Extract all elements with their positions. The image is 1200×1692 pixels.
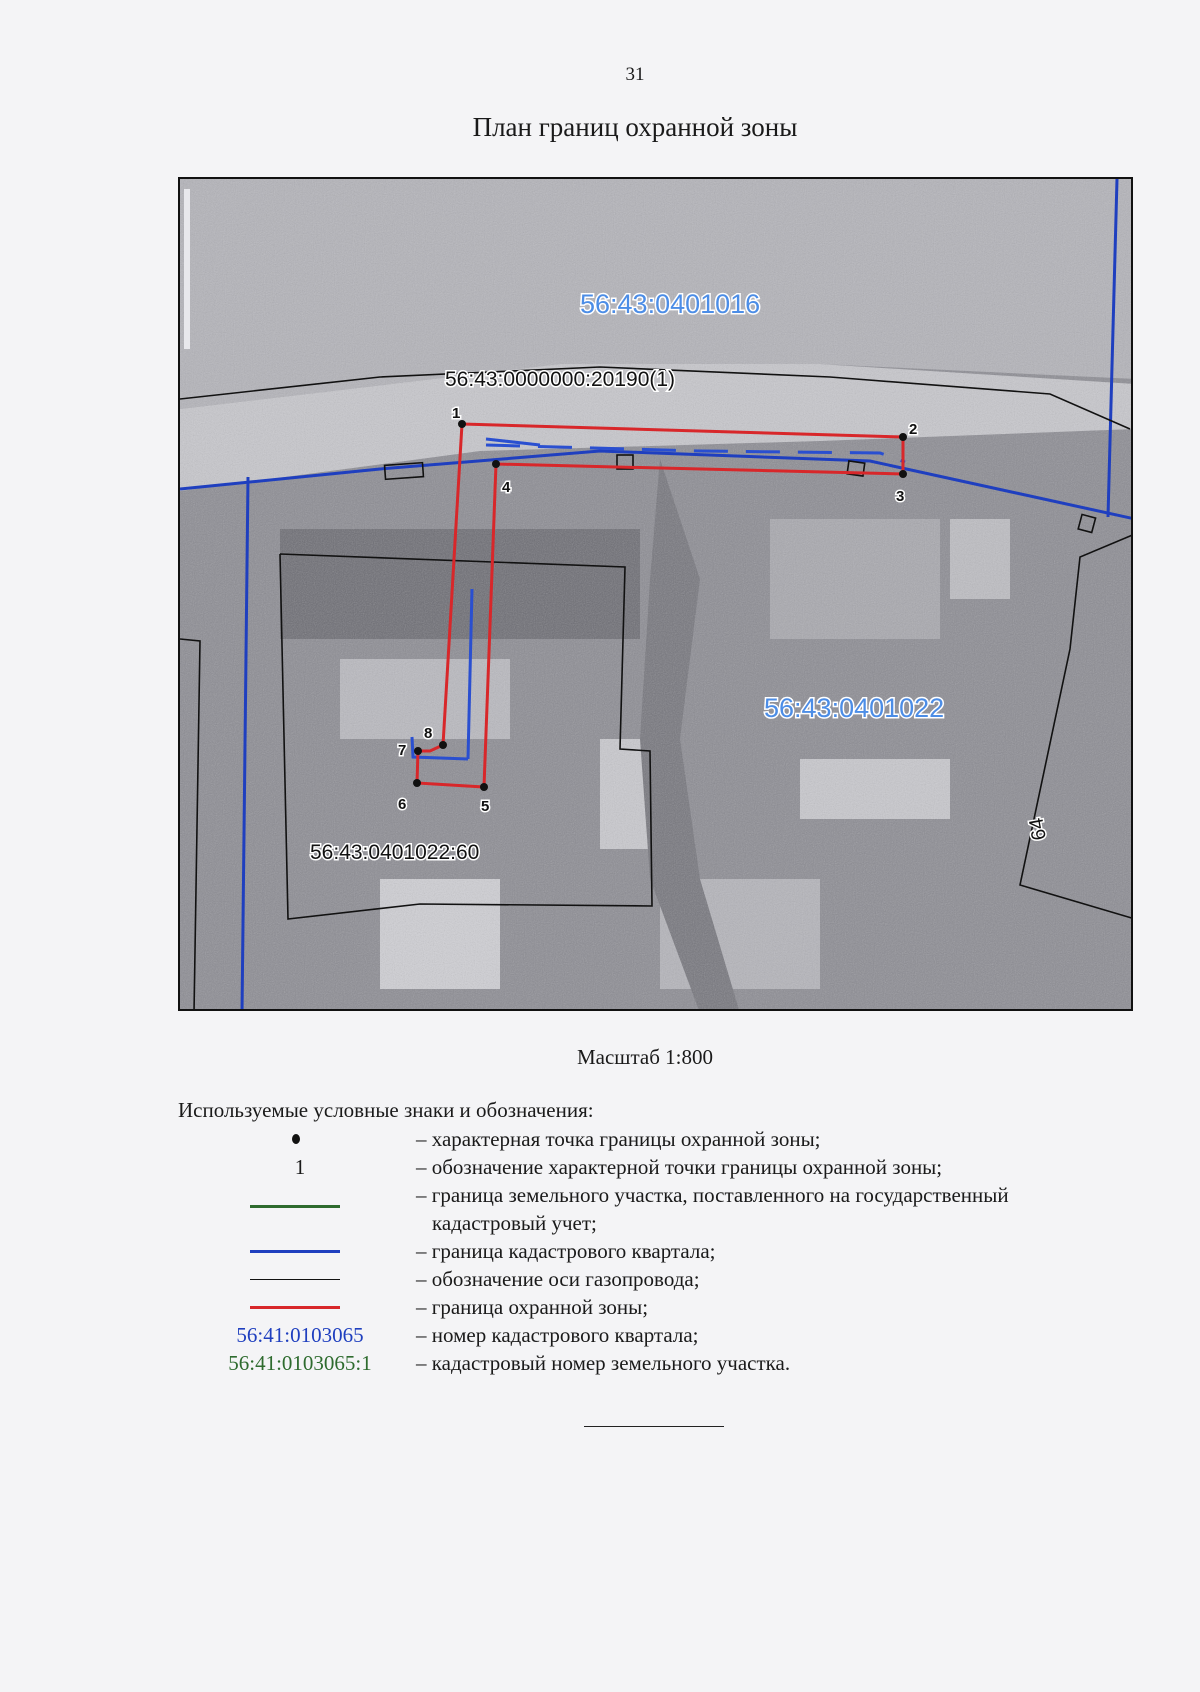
legend-symbol-line (200, 1181, 400, 1209)
point-2-dot (899, 433, 907, 441)
legend-description: – обозначение оси газопровода; (416, 1267, 700, 1291)
legend-symbol-line (200, 1293, 400, 1321)
legend-row (0, 1293, 1200, 1321)
point-4-dot (492, 460, 500, 468)
point-label: 7 (398, 742, 407, 759)
legend-point-number: 1 (294, 1155, 306, 1179)
legend-row (0, 1181, 1200, 1209)
legend-symbol-dot (200, 1125, 400, 1153)
point-label: 5 (481, 798, 490, 815)
road-edge (184, 189, 190, 349)
gas-pipeline-label: 56:43:0000000:20190(1) (445, 368, 676, 391)
legend-description: – обозначение характерной точки границы охранной зоны; (416, 1155, 943, 1179)
legend-symbol-label (200, 1153, 400, 1181)
legend-description: – граница кадастрового квартала; (416, 1239, 716, 1263)
point-label: 2 (909, 421, 918, 438)
legend-symbol-label (200, 1349, 400, 1377)
legend-description: – характерная точка границы охранной зоны; (416, 1127, 821, 1151)
legend-heading: Используемые условные знаки и обозначения: (178, 1098, 594, 1122)
quarter-label: 56:43:0401016 (580, 289, 761, 319)
legend-description: – номер кадастрового квартала; (416, 1323, 699, 1347)
legend-row (0, 1265, 1200, 1293)
point-8-dot (439, 741, 447, 749)
point-label: 1 (452, 405, 461, 422)
legend-symbol-line (200, 1237, 400, 1265)
legend-row (0, 1349, 1200, 1377)
map-canvas (180, 179, 1133, 1011)
quarter-label: 56:43:0401022 (764, 693, 945, 723)
page-number: 31 (625, 64, 645, 85)
page-title: План границ охранной зоны (472, 112, 798, 142)
footer-rule (584, 1426, 724, 1427)
point-7-dot (414, 747, 422, 755)
legend-symbol-line (200, 1265, 400, 1293)
legend-row (0, 1209, 1200, 1237)
point-3-dot (899, 470, 907, 478)
point-5-dot (480, 783, 488, 791)
house-number-label: 64 (1025, 816, 1051, 842)
legend-description: – граница охранной зоны; (416, 1295, 649, 1319)
legend-description: – кадастровый номер земельного участка. (416, 1351, 791, 1375)
legend-description: – граница земельного участка, поставленного на государственный (416, 1183, 1009, 1207)
parcel-label: 56:43:0401022:60 (310, 841, 480, 864)
map-scale: Масштаб 1:800 (576, 1045, 713, 1069)
legend-row (0, 1321, 1200, 1349)
legend-row (0, 1125, 1200, 1153)
point-label: 8 (424, 725, 433, 742)
point-label: 4 (502, 479, 511, 496)
legend-row (0, 1153, 1200, 1181)
map-frame (178, 177, 1133, 1011)
point-label: 6 (398, 796, 407, 813)
legend-symbol-label (200, 1321, 400, 1349)
legend-quarter-number: 56:41:0103065 (236, 1323, 364, 1347)
point-6-dot (413, 779, 421, 787)
point-label: 3 (896, 488, 905, 505)
legend-parcel-number: 56:41:0103065:1 (228, 1351, 372, 1375)
legend-description-continued: кадастровый учет; (432, 1211, 597, 1235)
legend-row (0, 1237, 1200, 1265)
